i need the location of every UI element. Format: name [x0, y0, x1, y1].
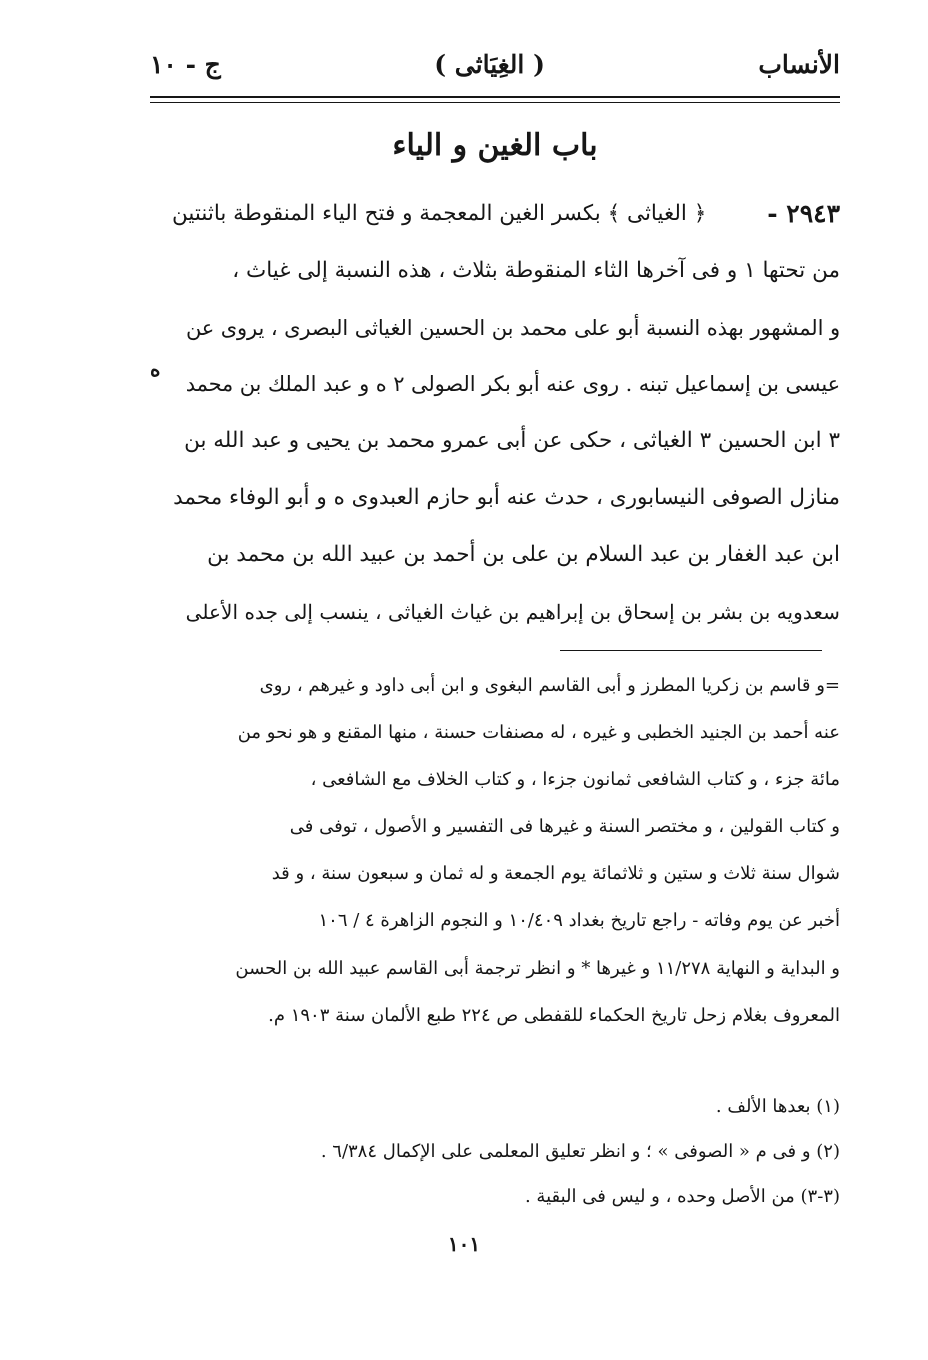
page-number: ١٠١	[447, 1232, 481, 1256]
book-title: الأنساب	[758, 49, 840, 79]
entry-line: منازل الصوفى النيسابورى ، حدث عنه أبو حازم العبدوى ه و أبو الوفاء محمد	[173, 484, 840, 510]
footnote-line: أخبر عن يوم وفاته - راجع تاريخ بغداد ١٠/٤٠٩ و النجوم الزاهرة ٤ / ١٠٦	[318, 910, 840, 932]
entry-line	[172, 186, 840, 243]
entry-line: و المشهور بهذه النسبة أبو على محمد بن الحسين الغياثى البصرى ، يروى عن	[186, 315, 840, 340]
footnote-line: مائة جزء ، و كتاب الشافعى ثمانون جزءا ، و كتاب الخلاف مع الشافعى ،	[310, 769, 840, 791]
entry-line: ابن عبد الغفار بن عبد السلام بن على بن أحمد بن عبيد الله بن محمد بن	[207, 541, 840, 567]
entry-line: ٣ ابن الحسين ٣ الغياثى ، حكى عن أبى عمرو محمد بن يحيى و عبد الله بن	[184, 428, 840, 454]
footnote-line: عنه أحمد بن الجنيد الخطبى و غيره ، له مصنفات حسنة ، منها المقنع و هو نحو من	[237, 722, 840, 744]
header-rule-thick	[150, 96, 840, 98]
footnote-line: المعروف بغلام زحل تاريخ الحكماء للقفطى ص ٢٢٤ طبع الألمان سنة ١٩٠٣ م.	[268, 1004, 840, 1026]
entry-line: سعدويه بن بشر بن إسحاق بن إبراهيم بن غياث الغياثى ، ينسب إلى جده الأعلى	[185, 599, 840, 624]
header-rule-thin	[150, 102, 840, 103]
footnote-line: و البداية و النهاية ١١/٢٧٨ و غيرها * و انظر ترجمة أبى القاسم عبيد الله بن الحسن	[235, 957, 840, 979]
footnote-divider	[560, 650, 822, 651]
entry-text	[172, 186, 840, 640]
footnote-1: (١) بعدها الألف .	[715, 1096, 840, 1117]
chapter-title: باب الغين و الياء	[392, 128, 598, 163]
margin-marker: ه	[150, 357, 161, 381]
entry-heading: ( الغِيَاثى )	[434, 49, 545, 79]
running-header	[150, 44, 840, 84]
entry-line: من تحتها ١ و فى آخرها الثاء المنقوطة بثلاث ، هذه النسبة إلى غياث ،	[232, 257, 840, 283]
footnote-2: (٢) و فى م « الصوفى » ؛ و انظر تعليق المعلمى على الإكمال ٦/٣٨٤ .	[320, 1141, 840, 1162]
footnote-line: شوال سنة ثلاث و ستين و ثلاثمائة يوم الجمعة و له ثمان و سبعون سنة ، و قد	[271, 863, 840, 885]
footnotes	[172, 1096, 840, 1219]
entry-line: عيسى بن إسماعيل تبنه . روى عنه أبو بكر الصولى ٢ ه و عبد الملك بن محمد	[185, 372, 840, 397]
entry-line-text: ﴿ الغياثى ﴾ بكسر الغين المعجمة و فتح الياء المنقوطة باثنتين	[172, 201, 707, 226]
footnote-line: و كتاب القولين ، و مختصر السنة و غيرها فى التفسير و الأصول ، توفى فى	[289, 816, 840, 838]
entry-number: ٢٩٤٣ -	[767, 199, 840, 228]
footnote-3: (٣-٣) من الأصل وحده ، و ليس فى البقية .	[524, 1186, 840, 1207]
footnote-line: =و قاسم بن زكريا المطرز و أبى القاسم البغوى و ابن أبى داود و غيرهم ، روى	[259, 675, 840, 696]
volume-label: ج - ١٠	[150, 49, 221, 79]
footnote-continuation	[172, 662, 840, 1039]
